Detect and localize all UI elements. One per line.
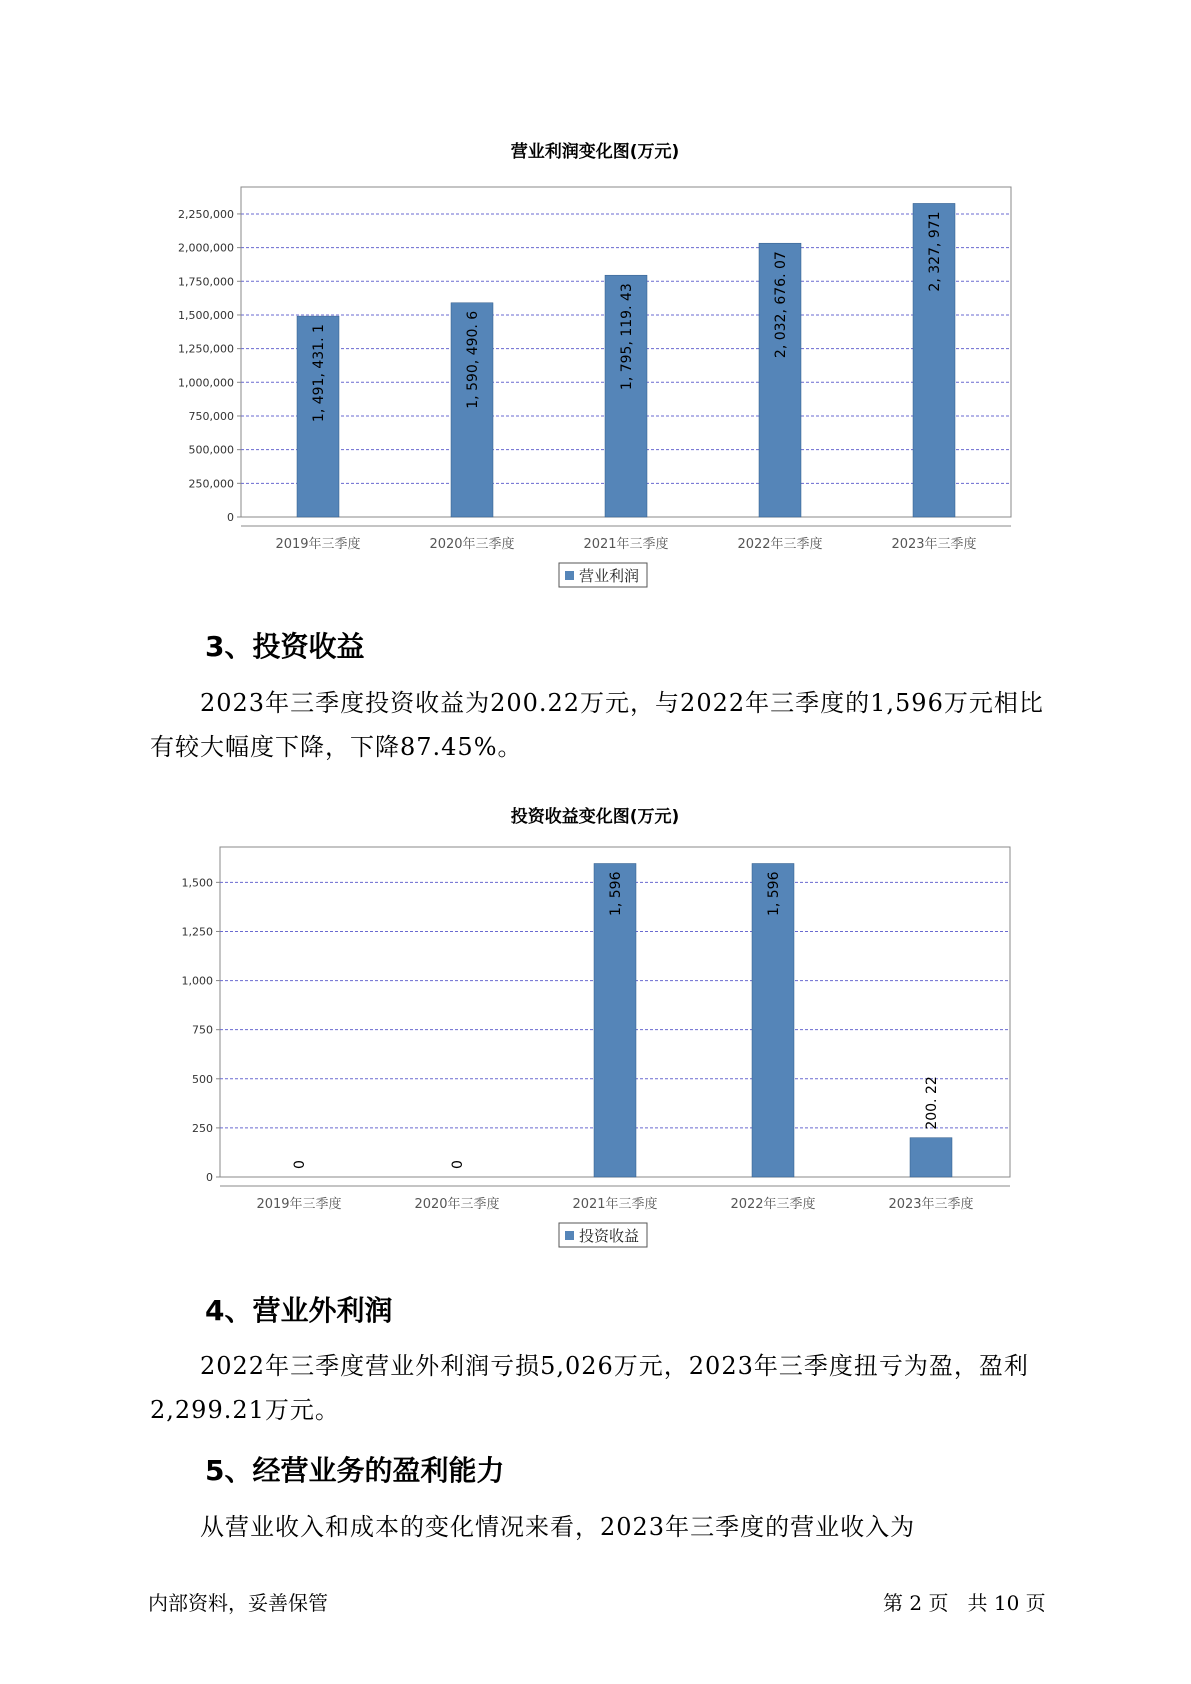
section-3-heading: 3、投资收益	[205, 630, 365, 663]
bar-value-label: 1, 596	[766, 871, 782, 917]
x-tick-label: 2023年三季度	[891, 537, 977, 552]
operating-profit-chart	[0, 130, 1191, 590]
legend-swatch	[565, 1231, 574, 1240]
y-tick-label: 250,000	[188, 477, 234, 491]
x-tick-label: 2019年三季度	[275, 537, 361, 552]
x-tick-label: 2023年三季度	[888, 1197, 974, 1212]
y-tick-label: 1,500,000	[178, 308, 234, 322]
x-tick-label: 2019年三季度	[256, 1197, 342, 1212]
y-tick-label: 1,250	[181, 925, 213, 939]
y-tick-label: 750	[192, 1023, 213, 1037]
chart-title: 营业利润变化图(万元)	[510, 142, 680, 162]
bar-value-label: 1, 596	[608, 871, 624, 917]
bar-value-label: 0	[292, 1160, 308, 1169]
bar-value-label: 0	[450, 1160, 466, 1169]
y-tick-label: 750,000	[188, 409, 234, 423]
section-3-paragraph: 2023年三季度投资收益为200.22万元，与2022年三季度的1,596万元相比有较大幅度下降，下降87.45%。	[150, 689, 1044, 761]
y-tick-label: 500	[192, 1072, 213, 1086]
x-tick-label: 2022年三季度	[737, 537, 823, 552]
investment-income-chart-svg	[0, 795, 1191, 1255]
x-tick-label: 2021年三季度	[583, 537, 669, 552]
x-tick-label: 2022年三季度	[730, 1197, 816, 1212]
chart-title: 投资收益变化图(万元)	[510, 807, 680, 827]
section-4-paragraph: 2022年三季度营业外利润亏损5,026万元，2023年三季度扭亏为盈，盈利2,299.21万元。	[150, 1352, 1029, 1424]
legend-label: 营业利润	[579, 567, 640, 585]
y-tick-label: 2,250,000	[178, 207, 234, 221]
x-tick-label: 2020年三季度	[414, 1197, 500, 1212]
y-tick-label: 1,500	[181, 876, 213, 890]
bar	[910, 1138, 952, 1177]
legend-swatch	[565, 571, 574, 580]
y-tick-label: 1,250,000	[178, 342, 234, 356]
y-tick-label: 1,750,000	[178, 275, 234, 289]
bar-value-label: 200. 22	[924, 1076, 940, 1130]
legend-label: 投资收益	[579, 1227, 640, 1245]
section-5-paragraph: 从营业收入和成本的变化情况来看，2023年三季度的营业收入为	[200, 1513, 916, 1541]
y-tick-label: 0	[206, 1171, 213, 1184]
bar-value-label: 1, 590, 490. 6	[465, 310, 481, 409]
x-tick-label: 2021年三季度	[572, 1197, 658, 1212]
y-tick-label: 250	[192, 1121, 213, 1135]
y-tick-label: 1,000,000	[178, 376, 234, 390]
bar-value-label: 2, 327, 971	[927, 211, 943, 292]
y-tick-label: 0	[227, 511, 234, 524]
section-5-heading: 5、经营业务的盈利能力	[205, 1454, 505, 1487]
operating-profit-chart-svg	[0, 130, 1191, 590]
y-tick-label: 2,000,000	[178, 241, 234, 255]
bar-value-label: 1, 491, 431. 1	[311, 324, 327, 423]
footer-left: 内部资料，妥善保管	[148, 1591, 328, 1615]
investment-income-chart	[0, 795, 1191, 1255]
bar-value-label: 2, 032, 676. 07	[773, 251, 789, 359]
section-4-heading: 4、营业外利润	[205, 1294, 393, 1327]
bar-value-label: 1, 795, 119. 43	[619, 283, 635, 391]
y-tick-label: 1,000	[181, 974, 213, 988]
x-tick-label: 2020年三季度	[429, 537, 515, 552]
y-tick-label: 500,000	[188, 443, 234, 457]
footer-page-number: 第 2 页 共 10 页	[883, 1591, 1046, 1615]
